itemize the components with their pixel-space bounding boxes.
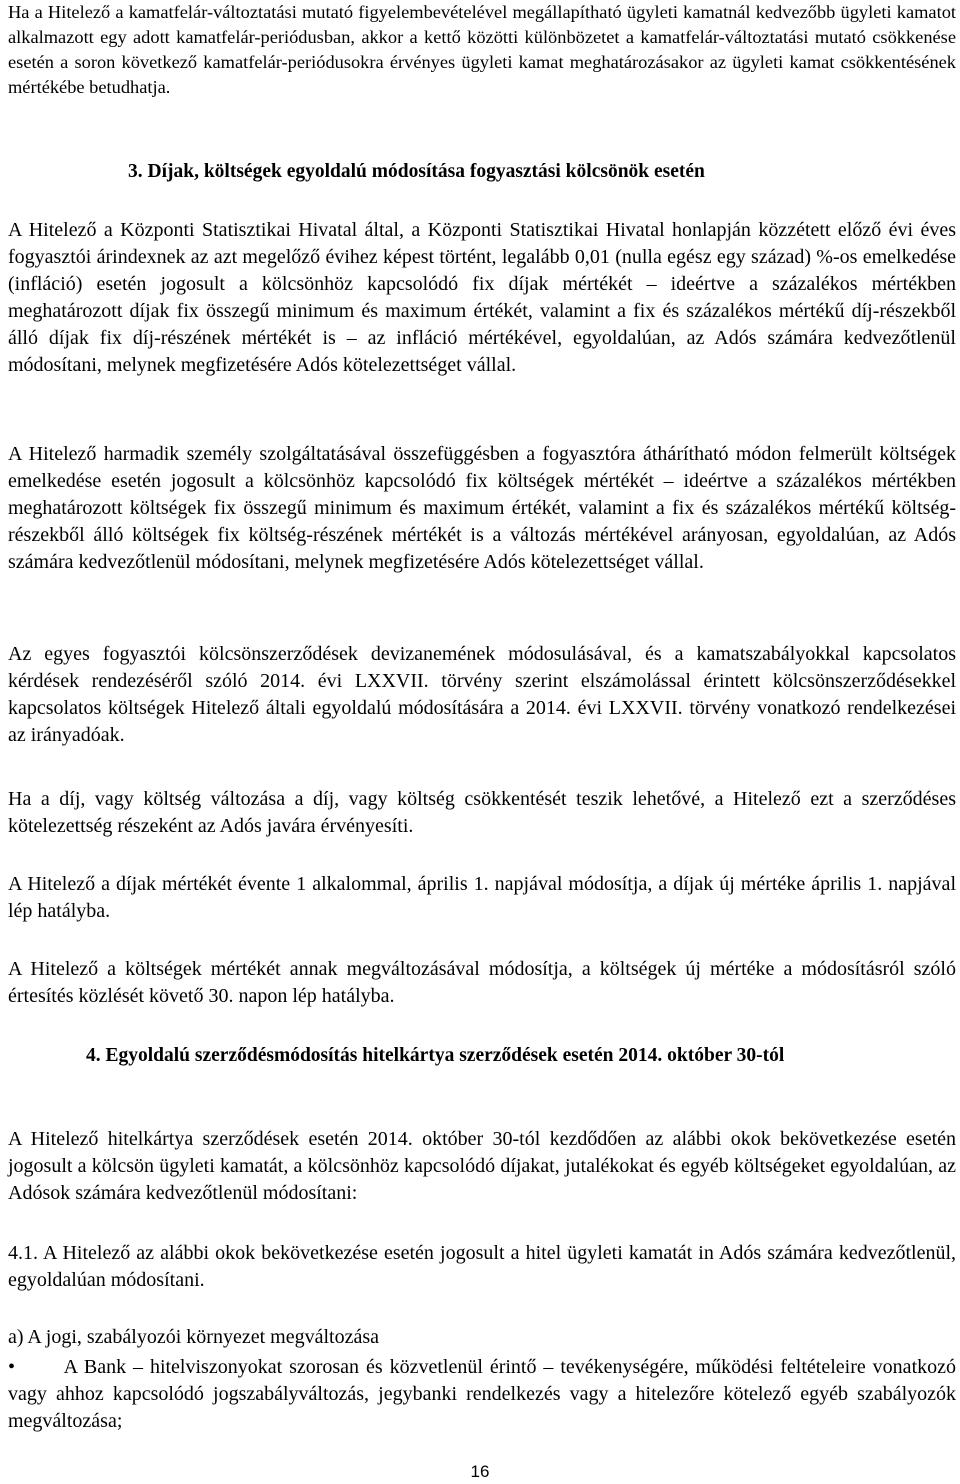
bullet-item xyxy=(8,1354,956,1435)
paragraph-law-reference: Az egyes fogyasztói kölcsönszerződések devizanemének módosulásával, és a kamatszabályokkal kapcsolatos kérdések rendezéséről szóló 2014. évi LXXVII. törvény szerint elszámolással érintett kölcsönszerződésekkel kapcsolatos költségek Hitelező általi egyoldalú módosítására a 2014. évi LXXVII. törvény vonatkozó rendelkezései az irányadóak. xyxy=(8,643,956,746)
paragraph-decrease: Ha a díj, vagy költség változása a díj, vagy költség csökkentését teszik lehetővé, a Hitelező ezt a szerződéses kötelezettség részeként az Adós javára érvényesíti. xyxy=(8,788,956,837)
paragraph-4-1: 4.1. A Hitelező az alábbi okok bekövetkezése esetén jogosult a hitel ügyleti kamatát in Adós számára kedvezőtlenül, egyoldalúan módosítani. xyxy=(8,1242,956,1291)
section-4-heading: 4. Egyoldalú szerződésmódosítás hitelkártya szerződések esetén 2014. október 30-tól xyxy=(86,1045,785,1066)
page-number: 16 xyxy=(470,1462,490,1481)
paragraph-cost-modification: A Hitelező a költségek mértékét annak megváltozásával módosítja, a költségek új mértéke a módosításról szóló értesítés közlését követő 30. napon lép hatályba. xyxy=(8,958,956,1007)
section-3-heading: 3. Díjak, költségek egyoldalú módosítása fogyasztási kölcsönök esetén xyxy=(128,161,705,182)
paragraph-inflation-fees: A Hitelező a Központi Statisztikai Hivatal által, a Központi Statisztikai Hivatal honlapján közzétett előző évi éves fogyasztói árindexnek az azt megelőző évihez képest történt, legalább 0,01 (nulla egész egy század) %-os emelkedése (infláció) esetén jogosult a kölcsönhöz kapcsolódó fix díjak mértékét – ideértve a százalékos mértékben meghatározott díjak fix összegű minimum és maximum értékét, valamint a fix és százalékos mértékű díj-részekből álló díjak fix díj-részének mértékét is – az infláció mértékével, egyoldalúan, az Adós számára kedvezőtlenül módosítani, melynek megfizetésére Adós kötelezettséget vállal. xyxy=(8,219,956,376)
paragraph-credit-card: A Hitelező hitelkártya szerződések esetén 2014. október 30-tól kezdődően az alábbi okok bekövetkezése esetén jogosult a kölcsön ügyleti kamatát, a kölcsönhöz kapcsolódó díjakat, jutalékokat és egyéb költségeket egyoldalúan, az Adósok számára kedvezőtlenül módosítani: xyxy=(8,1128,956,1204)
paragraph-annual-modification: A Hitelező a díjak mértékét évente 1 alkalommal, április 1. napjával módosítja, a díjak új mértéke április 1. napjával lép hatályba. xyxy=(8,873,956,922)
paragraph-a-legal-environment: a) A jogi, szabályozói környezet megváltozása xyxy=(8,1326,379,1348)
intro-paragraph: Ha a Hitelező a kamatfelár-változtatási mutató figyelembevételével megállapítható ügyleti kamatnál kedvezőbb ügyleti kamatot alkalmazott egy adott kamatfelár-periódusban, akkor a kettő közötti különbözetet a kamatfelár-változtatási mutató csökkenése esetén a soron következő kamatfelár-periódusokra érvényes ügyleti kamat meghatározásakor az ügyleti kamat csökkentésének mértékébe betudhatja. xyxy=(8,2,956,97)
bullet-mark: • xyxy=(8,1356,16,1378)
bullet-text: A Bank – hitelviszonyokat szorosan és közvetlenül érintő – tevékenységére, működési feltételeire vonatkozó vagy ahhoz kapcsolódó jogszabályváltozás, jegybanki rendelkezés vagy a hitelezőre kötelező egyéb szabályozók megváltozása; xyxy=(8,1356,956,1432)
paragraph-third-party-costs: A Hitelező harmadik személy szolgáltatásával összefüggésben a fogyasztóra áthárítható módon felmerült költségek emelkedése esetén jogosult a kölcsönhöz kapcsolódó fix költségek mértékét – ideértve a százalékos mértékben meghatározott költségek fix összegű minimum és maximum értékét, valamint a fix és százalékos mértékű költség-részekből álló költségek fix költség-részének mértékét is a változás mértékével arányosan, egyoldalúan, az Adós számára kedvezőtlenül módosítani, melynek megfizetésére Adós kötelezettséget vállal. xyxy=(8,443,956,573)
document-page xyxy=(8,0,956,1484)
